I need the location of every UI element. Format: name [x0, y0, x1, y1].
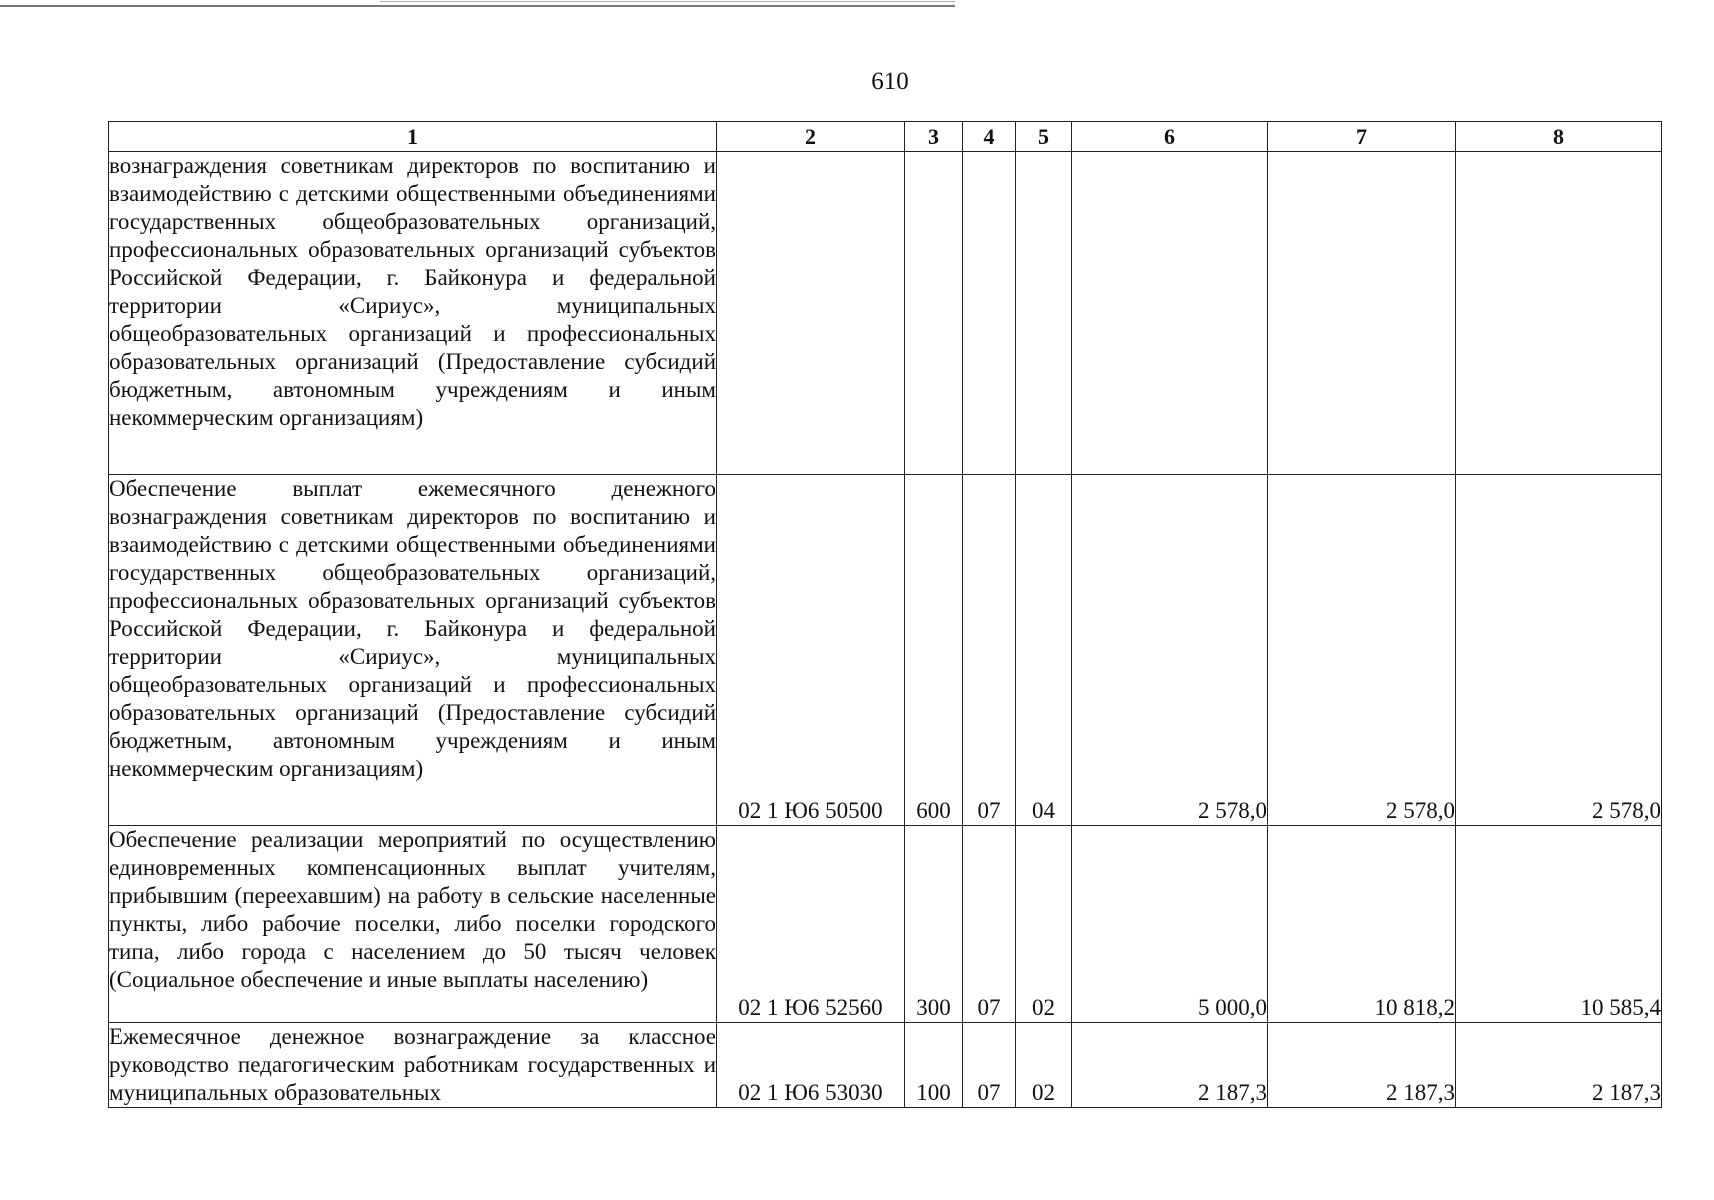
target-article-code: 02 1 Ю6 50500: [717, 475, 905, 826]
subsection-code: 04: [1016, 475, 1072, 826]
table-row: [109, 1023, 1662, 1108]
row-description: Обеспечение реализации мероприятий по осуществлению единовременных компенсационных выплат учителям, прибывшим (переехавшим) на работу в сельские населенные пункты, либо рабочие поселки, либо поселки городского типа, либо города с населением до 50 тысяч человек (Социальное обеспечение и иные выплаты населению): [109, 826, 717, 1023]
amount-col-8: [1456, 152, 1662, 475]
amount-col-8: 2 187,3: [1456, 1023, 1662, 1108]
budget-table: [108, 121, 1662, 1108]
column-header-3: 3: [905, 122, 963, 152]
amount-col-7: [1268, 152, 1456, 475]
column-header-7: 7: [1268, 122, 1456, 152]
amount-col-6: [1072, 152, 1268, 475]
expense-type: 100: [905, 1023, 963, 1108]
table-row: [109, 826, 1662, 1023]
amount-col-6: 5 000,0: [1072, 826, 1268, 1023]
subsection-code: [1016, 152, 1072, 475]
column-header-5: 5: [1016, 122, 1072, 152]
subsection-code: 02: [1016, 826, 1072, 1023]
column-header-4: 4: [963, 122, 1016, 152]
scan-edge-line: [0, 5, 955, 7]
row-description: Обеспечение выплат ежемесячного денежного вознаграждения советникам директоров по воспитанию и взаимодействию с детскими общественными объединениями государственных общеобразовательных организаций, профессиональных образовательных организаций субъектов Российской Федерации, г. Байконура и федеральной территории «Сириус», муниципальных общеобразовательных организаций и профессиональных образовательных организаций (Предоставление субсидий бюджетным, автономным учреждениям и иным некоммерческим организациям): [109, 475, 717, 826]
section-code: 07: [963, 475, 1016, 826]
amount-col-8: 2 578,0: [1456, 475, 1662, 826]
section-code: [963, 152, 1016, 475]
amount-col-7: 2 187,3: [1268, 1023, 1456, 1108]
column-header-6: 6: [1072, 122, 1268, 152]
section-code: 07: [963, 1023, 1016, 1108]
target-article-code: [717, 152, 905, 475]
target-article-code: 02 1 Ю6 52560: [717, 826, 905, 1023]
header-row: [109, 122, 1662, 152]
scan-edge-line-faint: [380, 1, 955, 2]
expense-type: 300: [905, 826, 963, 1023]
expense-type: [905, 152, 963, 475]
amount-col-7: 2 578,0: [1268, 475, 1456, 826]
section-code: 07: [963, 826, 1016, 1023]
row-description: Ежемесячное денежное вознаграждение за классное руководство педагогическим работникам государственных и муниципальных образовательных: [109, 1023, 717, 1108]
table-row: [109, 152, 1662, 475]
column-header-2: 2: [717, 122, 905, 152]
amount-col-8: 10 585,4: [1456, 826, 1662, 1023]
amount-col-7: 10 818,2: [1268, 826, 1456, 1023]
expense-type: 600: [905, 475, 963, 826]
column-header-1: 1: [109, 122, 717, 152]
table-row: [109, 475, 1662, 826]
column-header-8: 8: [1456, 122, 1662, 152]
amount-col-6: 2 578,0: [1072, 475, 1268, 826]
target-article-code: 02 1 Ю6 53030: [717, 1023, 905, 1108]
amount-col-6: 2 187,3: [1072, 1023, 1268, 1108]
page-number: 610: [871, 68, 909, 95]
row-description: вознаграждения советникам директоров по воспитанию и взаимодействию с детскими общественными объединениями государственных общеобразовательных организаций, профессиональных образовательных организаций субъектов Российской Федерации, г. Байконура и федеральной территории «Сириус», муниципальных общеобразовательных организаций и профессиональных образовательных организаций (Предоставление субсидий бюджетным, автономным учреждениям и иным некоммерческим организациям): [109, 152, 717, 475]
subsection-code: 02: [1016, 1023, 1072, 1108]
